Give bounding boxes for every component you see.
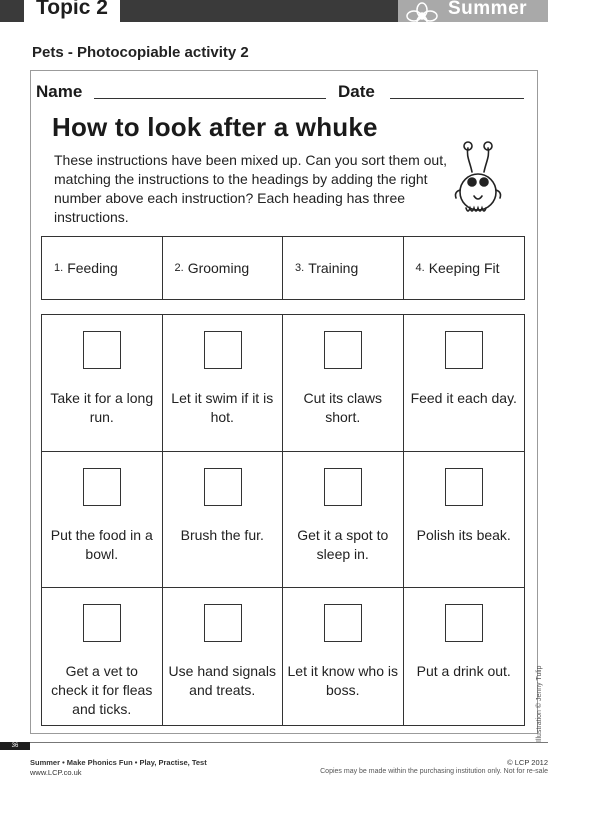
topic-label: Topic 2 [24, 0, 120, 22]
name-date-row [36, 82, 526, 104]
whuke-creature-icon [452, 140, 504, 224]
footer-divider [30, 742, 548, 743]
date-label: Date [338, 82, 375, 101]
illustration-credit: Illustration © Jenny Tulip [536, 665, 543, 742]
instruction-cell [163, 452, 284, 589]
page-number: 36 [0, 742, 30, 750]
answer-box[interactable] [83, 604, 121, 642]
instruction-cell [404, 315, 525, 452]
heading-grooming [163, 237, 284, 299]
instructions-text: These instructions have been mixed up. Can you sort them out, matching the instructions to the headings by adding the right number above each instruction? Each heading has three instructions. [54, 152, 447, 225]
heading-number: 1. [54, 262, 64, 274]
headings-table [41, 236, 525, 300]
answer-box[interactable] [83, 331, 121, 369]
answer-box[interactable] [324, 468, 362, 506]
copy-notice: Copies may be made within the purchasing institution only. Not for re-sale [320, 768, 548, 775]
instruction-text: Feed it each day. [410, 390, 517, 406]
footer-left [30, 758, 207, 778]
answer-box[interactable] [445, 331, 483, 369]
heading-label: Keeping Fit [428, 260, 500, 276]
instruction-text: Brush the fur. [180, 526, 264, 543]
instruction-text: Polish its beak. [416, 526, 511, 543]
answer-box[interactable] [204, 468, 242, 506]
instruction-cell [404, 588, 525, 725]
heading-keeping-fit [404, 237, 525, 299]
instruction-cell [283, 588, 404, 725]
instruction-text: Take it for a long run. [50, 390, 154, 425]
name-label: Name [36, 82, 83, 101]
instruction-text: Put a drink out. [416, 663, 511, 680]
instruction-cell [163, 315, 284, 452]
heading-feeding [42, 237, 163, 299]
answer-box[interactable] [324, 604, 362, 642]
copyright: © LCP 2012 [507, 758, 548, 767]
instruction-text: Use hand signals and treats. [168, 663, 276, 699]
instruction-text: Let it swim if it is hot. [171, 390, 274, 425]
heading-training [283, 237, 404, 299]
instruction-text: Put the food in a bowl. [50, 526, 153, 562]
page-title: How to look after a whuke [52, 112, 378, 142]
heading-number: 4. [415, 262, 425, 274]
answer-box[interactable] [445, 468, 483, 506]
instruction-text: Get it a spot to sleep in. [297, 526, 389, 562]
instruction-text: Let it know who is boss. [287, 663, 398, 699]
heading-label: Training [308, 260, 359, 276]
instruction-cell [42, 452, 163, 589]
flower-icon [404, 0, 440, 30]
answer-box[interactable] [204, 331, 242, 369]
instruction-cell [283, 452, 404, 589]
instruction-grid [41, 314, 525, 726]
answer-box[interactable] [445, 604, 483, 642]
instruction-cell [42, 315, 163, 452]
instruction-cell [42, 588, 163, 725]
season-label: Summer [448, 0, 528, 19]
website-link[interactable]: www.LCP.co.uk [30, 768, 82, 777]
instruction-text: Get a vet to check it for fleas and ticks. [51, 663, 153, 718]
instruction-cell [283, 315, 404, 452]
answer-box[interactable] [204, 604, 242, 642]
date-field[interactable] [390, 98, 524, 99]
heading-number: 2. [174, 262, 184, 274]
name-field[interactable] [94, 98, 326, 99]
instruction-text: Cut its claws short. [303, 390, 383, 425]
heading-label: Grooming [187, 260, 250, 276]
answer-box[interactable] [83, 468, 121, 506]
instruction-cell [163, 588, 284, 725]
footer-right [320, 758, 548, 776]
series-title: Summer • Make Phonics Fun • Play, Practise, Test [30, 758, 207, 767]
activity-subtitle: Pets - Photocopiable activity 2 [32, 44, 249, 61]
answer-box[interactable] [324, 331, 362, 369]
heading-number: 3. [295, 262, 305, 274]
instruction-cell [404, 452, 525, 589]
heading-label: Feeding [67, 260, 118, 276]
